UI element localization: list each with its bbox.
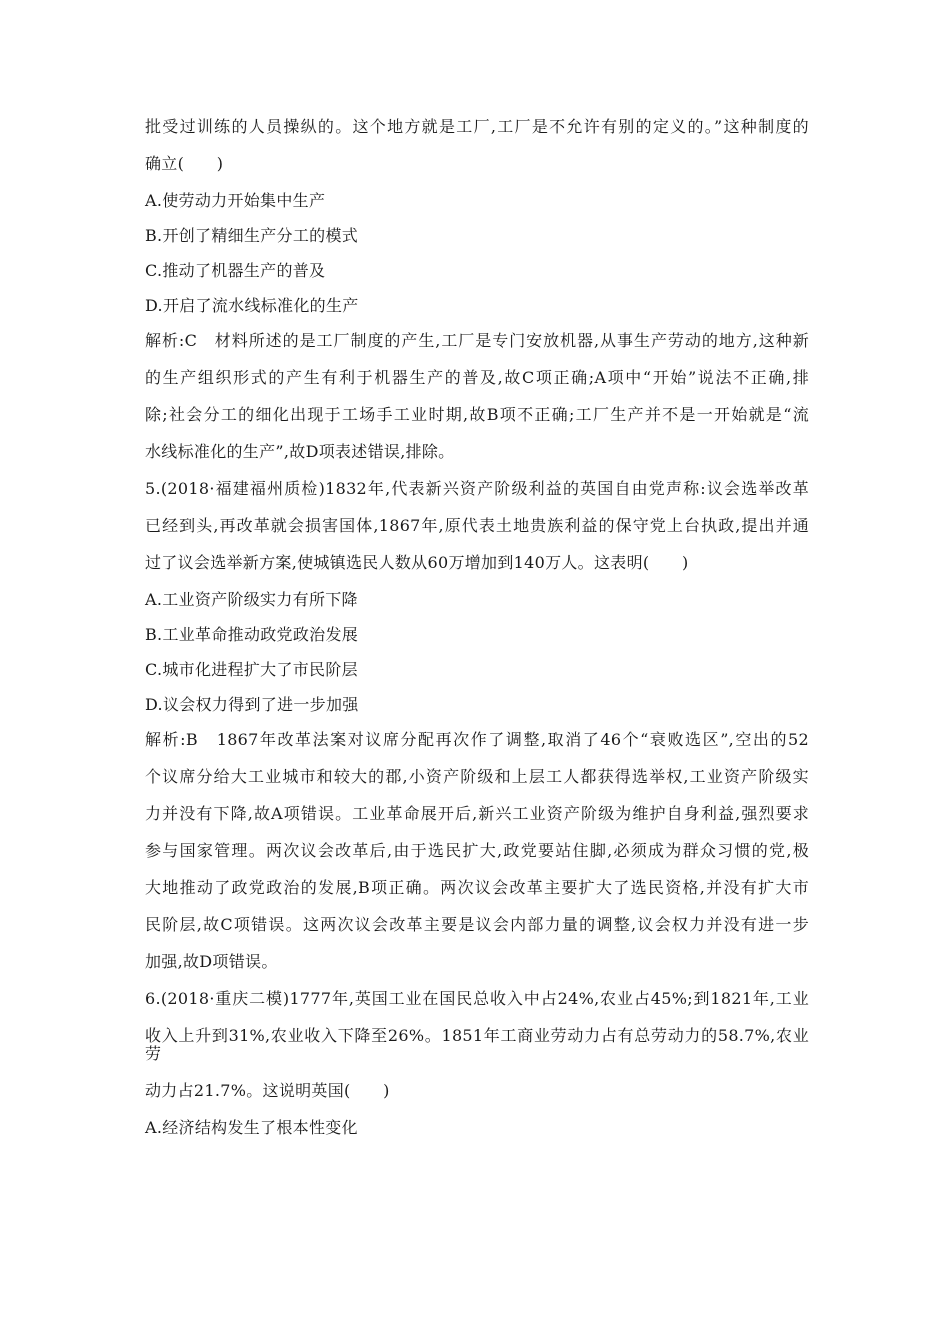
q5-analysis-line: 大地推动了政党政治的发展,B项正确。两次议会改革主要扩大了选民资格,并没有扩大市 [145,878,809,897]
q4-analysis-line: 的生产组织形式的产生有利于机器生产的普及,故C项正确;A项中“开始”说法不正确,排 [145,368,809,387]
q6-option-a: A.经济结构发生了根本性变化 [145,1118,358,1137]
q4-analysis-line: 除;社会分工的细化出现于工场手工业时期,故B项不正确;工厂生产并不是一开始就是“流 [145,405,809,424]
q5-stem-line: 已经到头,再改革就会损害国体,1867年,原代表土地贵族利益的保守党上台执政,提出并通 [145,516,809,535]
q5-option-a: A.工业资产阶级实力有所下降 [145,590,358,609]
q5-analysis-line: 个议席分给大工业城市和较大的郡,小资产阶级和上层工人都获得选举权,工业资产阶级实 [145,767,809,786]
q5-stem-line: 过了议会选举新方案,使城镇选民人数从60万增加到140万人。这表明( ) [145,553,689,572]
q5-analysis-line: 解析:B 1867年改革法案对议席分配再次作了调整,取消了46个“衰败选区”,空出的52 [145,730,809,749]
q6-stem-line: 动力占21.7%。这说明英国( ) [145,1081,390,1100]
q4-option-b: B.开创了精细生产分工的模式 [145,226,359,245]
q6-stem-line: 6.(2018·重庆二模)1777年,英国工业在国民总收入中占24%,农业占45%;到1821年,工业 [145,989,809,1008]
q6-stem-line: 收入上升到31%,农业收入下降至26%。1851年工商业劳动力占有总劳动力的58.7%,农业劳 [145,1026,809,1063]
q5-option-d: D.议会权力得到了进一步加强 [145,695,359,714]
q4-option-a: A.使劳动力开始集中生产 [145,191,326,210]
q5-stem-line: 5.(2018·福建福州质检)1832年,代表新兴资产阶级利益的英国自由党声称:议会选举改革 [145,479,809,498]
q4-analysis-line: 解析:C 材料所述的是工厂制度的产生,工厂是专门安放机器,从事生产劳动的地方,这种新 [145,331,809,350]
document-page [145,118,809,1154]
q4-analysis-line: 水线标准化的生产”,故D项表述错误,排除。 [145,442,455,461]
q5-analysis-line: 加强,故D项错误。 [145,952,278,971]
q4-stem-line: 批受过训练的人员操纵的。这个地方就是工厂,工厂是不允许有别的定义的。”这种制度的 [145,117,809,136]
q5-analysis-line: 参与国家管理。两次议会改革后,由于选民扩大,政党要站住脚,必须成为群众习惯的党,极 [145,841,809,860]
q4-option-c: C.推动了机器生产的普及 [145,261,326,280]
q4-option-d: D.开启了流水线标准化的生产 [145,296,359,315]
q4-stem-line: 确立( ) [145,154,224,173]
q5-option-c: C.城市化进程扩大了市民阶层 [145,660,358,679]
q5-analysis-line: 力并没有下降,故A项错误。工业革命展开后,新兴工业资产阶级为维护自身利益,强烈要求 [145,804,809,823]
q5-option-b: B.工业革命推动政党政治发展 [145,625,359,644]
q5-analysis-line: 民阶层,故C项错误。这两次议会改革主要是议会内部力量的调整,议会权力并没有进一步 [145,915,809,934]
